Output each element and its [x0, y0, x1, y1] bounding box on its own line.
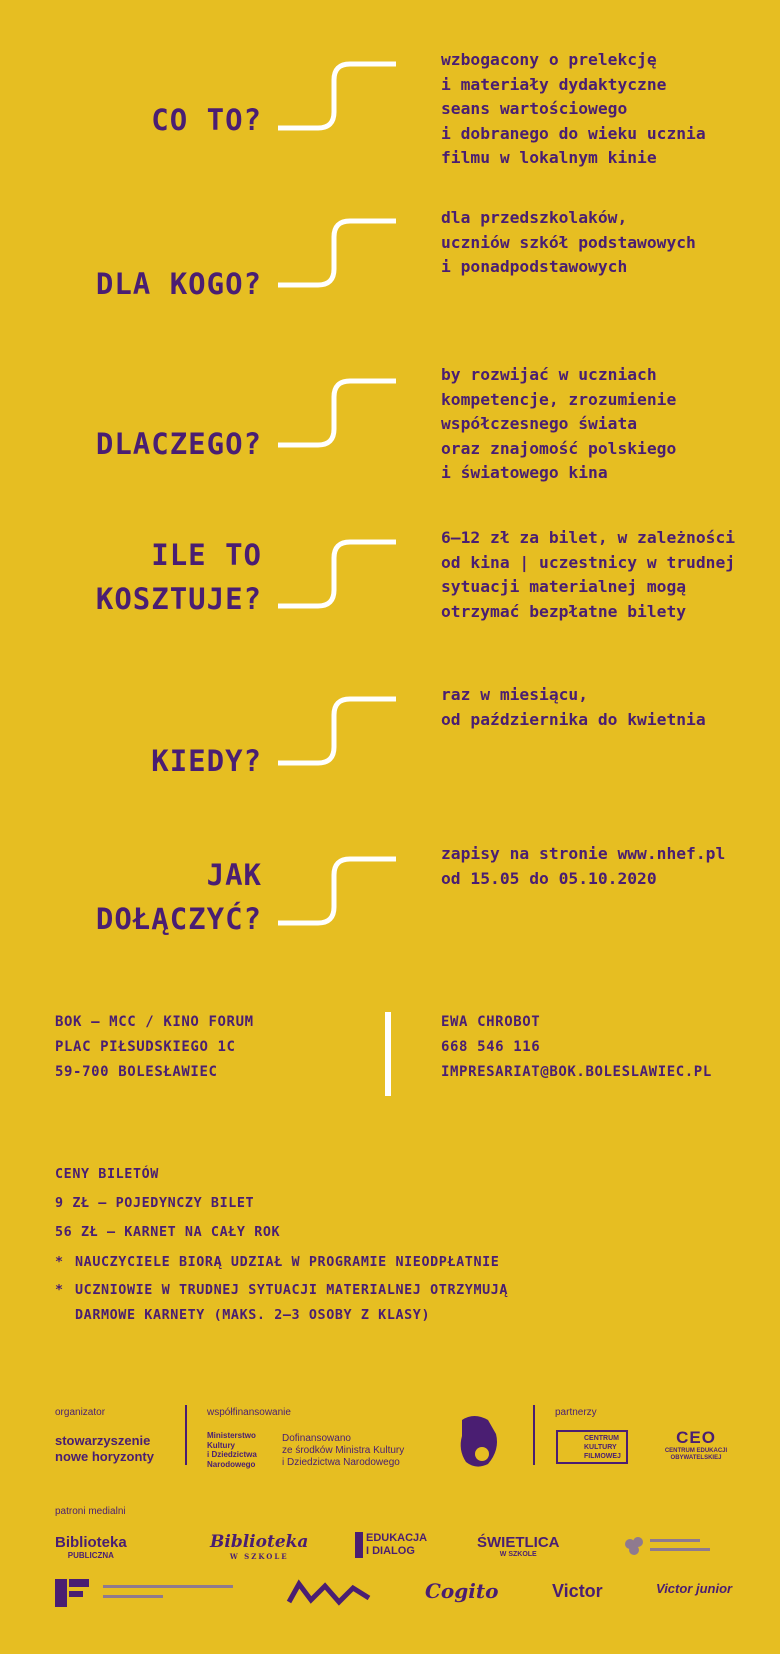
partner-cinema-culture-logo: CENTRUM KULTURY FILMOWEJ — [556, 1430, 628, 1464]
answer-when: raz w miesiącu, od października do kwietnia — [441, 685, 706, 729]
contact-info — [441, 1010, 712, 1085]
media-school-library-logo: Biblioteka W SZKOLE — [210, 1532, 309, 1561]
answer-why: by rozwijać w uczniach kompetencje, zrozumienie współczesnego świata oraz znajomość polskiego i światowego kina — [441, 365, 677, 483]
cofinance-text: Dofinansowano ze środków Ministra Kultury i Dziedzictwa Narodowego — [282, 1433, 405, 1468]
question-why: DLACZEGO? — [95, 427, 262, 461]
media-label: patroni medialni — [55, 1506, 126, 1517]
media-swietlica-logo: ŚWIETLICA W SZKOLE — [477, 1534, 560, 1558]
media-magazine-logo-icon — [285, 1578, 375, 1610]
partners-label: partnerzy — [555, 1407, 597, 1418]
media-victor-logo: Victor — [552, 1581, 603, 1601]
answer-cost: 6–12 zł za bilet, w zależności od kina | uczestnicy w trudnej sytuacji materialnej mogą otrzymać bezpłatne bilety — [441, 528, 736, 621]
venue-address: BOK – MCC / KINO FORUM PLAC PIŁSUDSKIEGO 1C 59-700 BOLESŁAWIEC — [55, 1014, 254, 1080]
step-connector-icon — [278, 377, 398, 472]
media-public-library-logo: Biblioteka PUBLICZNA — [55, 1534, 127, 1560]
organizer-label: organizator — [55, 1407, 106, 1418]
answer-how-to-join: zapisy na stronie www.nhef.pl od 15.05 do 05.10.2020 — [441, 844, 726, 888]
step-connector-icon — [278, 855, 398, 950]
note-teachers: * NAUCZYCIELE BIORĄ UDZIAŁ W PROGRAMIE NIEODPŁATNIE — [55, 1255, 500, 1270]
price-annual: 56 ZŁ – KARNET NA CAŁY ROK — [55, 1225, 281, 1240]
organizer-logo: stowarzyszenie nowe horyzonty — [55, 1433, 154, 1464]
step-connector-icon — [278, 695, 398, 790]
contact-email[interactable]: IMPRESARIAT@BOK.BOLESLAWIEC.PL — [441, 1064, 712, 1080]
media-victor-junior-logo: Victor junior — [656, 1581, 733, 1596]
answer-for-whom: dla przedszkolaków, uczniów szkół podstawowych i ponadpodstawowych — [441, 208, 696, 277]
media-flower-logo-icon — [622, 1534, 722, 1558]
question-cost: ILE TO KOSZTUJE? — [95, 538, 262, 616]
note-students: * UCZNIOWIE W TRUDNEJ SYTUACJI MATERIALNEJ OTRZYMUJĄ DARMOWE KARNETY (MAKS. 2–3 OSOBY Z KLASY) — [55, 1283, 509, 1323]
contact-person: EWA CHROBOT — [441, 1014, 541, 1030]
step-connector-icon — [278, 60, 398, 155]
answer-what: wzbogacony o prelekcję i materiały dydaktyczne seans wartościowego i dobranego do wieku ucznia filmu w lokalnym kinie — [441, 50, 706, 168]
media-education-dialog-logo: EDUKACJA I DIALOG — [355, 1532, 427, 1558]
media-cogito-logo: Cogito — [425, 1579, 499, 1603]
prices-title: CENY BILETÓW — [55, 1167, 159, 1182]
question-how-to-join: JAK DOŁĄCZYĆ? — [95, 858, 262, 936]
step-connector-icon — [278, 538, 398, 633]
question-when: KIEDY? — [151, 744, 262, 778]
cofinance-label: współfinansowanie — [207, 1407, 291, 1418]
ministry-logo: Ministerstwo Kultury i Dziedzictwa Narodowego — [207, 1431, 257, 1469]
media-fp-logo-icon — [55, 1575, 255, 1609]
partner-ceo-logo: CEO CENTRUM EDUKACJI OBYWATELSKIEJ — [664, 1428, 728, 1461]
contact-phone: 668 546 116 — [441, 1039, 541, 1055]
price-single: 9 ZŁ – POJEDYNCZY BILET — [55, 1196, 255, 1211]
mascot-logo-icon — [452, 1410, 508, 1472]
step-connector-icon — [278, 217, 398, 312]
question-what: CO TO? — [151, 103, 262, 137]
question-for-whom: DLA KOGO? — [95, 267, 262, 301]
separator — [533, 1405, 535, 1465]
separator — [185, 1405, 187, 1465]
ticket-prices — [55, 1160, 755, 1328]
divider — [385, 1012, 391, 1096]
